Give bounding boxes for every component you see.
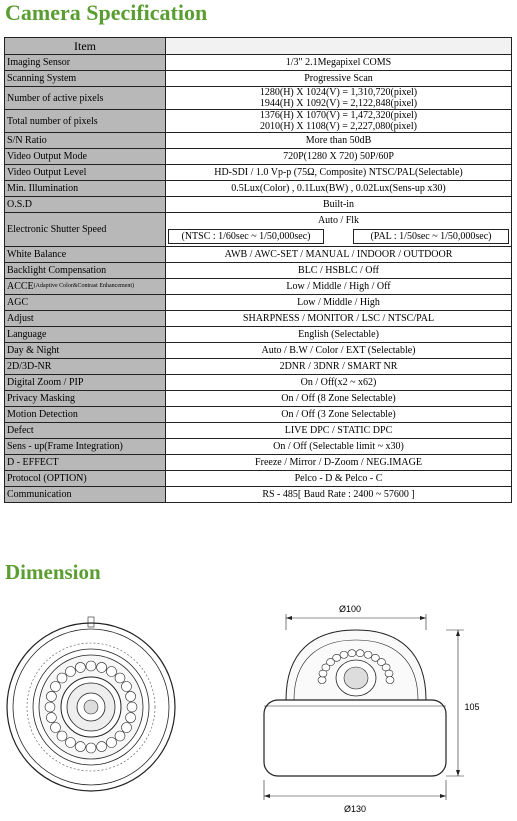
table-row (5, 133, 512, 149)
row-label-text: Scanning System (7, 73, 77, 84)
table-row (5, 439, 512, 455)
row-value (166, 87, 512, 110)
header-item: Item (5, 38, 166, 55)
row-label (5, 359, 166, 375)
row-label-text: White Balance (7, 249, 67, 260)
ir-led-icon (50, 682, 60, 692)
row-label-text: Protocol (OPTION) (7, 473, 87, 484)
row-label (5, 149, 166, 165)
row-label (5, 423, 166, 439)
row-label (5, 455, 166, 471)
row-value: 0.5Lux(Color) , 0.1Lux(BW) , 0.02Lux(Sens-up x30) (166, 181, 512, 197)
ir-led-icon (386, 677, 394, 684)
table-row (5, 181, 512, 197)
ir-led-icon (45, 702, 55, 712)
table-row (5, 471, 512, 487)
row-label (5, 197, 166, 213)
table-row (5, 343, 512, 359)
row-label-text: Sens - up(Frame Integration) (7, 441, 123, 452)
table-row (5, 279, 512, 295)
row-label (5, 247, 166, 263)
row-label (5, 181, 166, 197)
ir-led-icon (107, 666, 117, 676)
dimension-title: Dimension (5, 560, 101, 584)
row-value: Auto / B.W / Color / EXT (Selectable) (166, 343, 512, 359)
table-row (5, 87, 512, 110)
shutter-ntsc-box: (NTSC : 1/60sec ~ 1/50,000sec) (168, 229, 324, 244)
row-label (5, 487, 166, 503)
row-value-line: 1376(H) X 1070(V) = 1,472,320(pixel) (259, 110, 418, 121)
dim-bottom-width: Ø130 (343, 804, 367, 814)
ir-led-icon (122, 682, 132, 692)
ir-led-icon (348, 650, 356, 657)
table-row (5, 487, 512, 503)
row-label-text: Digital Zoom / PIP (7, 377, 84, 388)
row-label-text: Total number of pixels (7, 115, 98, 127)
table-row (5, 295, 512, 311)
table-row (5, 423, 512, 439)
row-label (5, 439, 166, 455)
row-label (5, 279, 166, 295)
ir-led-icon (57, 673, 67, 683)
table-row (5, 110, 512, 133)
row-value: Built-in (166, 197, 512, 213)
row-label-text: ACCE (7, 281, 34, 292)
ir-led-icon (126, 691, 136, 701)
row-label (5, 133, 166, 149)
row-value: 1/3" 2.1Megapixel COMS (166, 55, 512, 71)
table-row (5, 327, 512, 343)
row-label-text: 2D/3D-NR (7, 361, 52, 372)
row-value: LIVE DPC / STATIC DPC (166, 423, 512, 439)
row-label (5, 87, 166, 110)
row-value-line: 1944(H) X 1092(V) = 2,122,848(pixel) (259, 98, 418, 109)
ir-led-icon (127, 702, 137, 712)
ir-led-icon (364, 651, 372, 658)
row-label-text: Min. Illumination (7, 183, 79, 194)
table-row (5, 55, 512, 71)
row-value: Pelco - D & Pelco - C (166, 471, 512, 487)
row-label-text: Day & Night (7, 345, 60, 356)
row-label (5, 165, 166, 181)
row-label-text: Communication (7, 489, 72, 500)
ir-led-icon (126, 713, 136, 723)
row-value (166, 213, 512, 247)
row-label (5, 343, 166, 359)
row-label (5, 327, 166, 343)
row-value: Freeze / Mirror / D-Zoom / NEG.IMAGE (166, 455, 512, 471)
row-label (5, 263, 166, 279)
spec-title: Camera Specification (5, 0, 208, 25)
table-row (5, 263, 512, 279)
row-label (5, 55, 166, 71)
dim-top-width: Ø100 (338, 604, 362, 614)
row-value: Progressive Scan (166, 71, 512, 87)
row-label-text: D - EFFECT (7, 457, 59, 468)
table-row (5, 375, 512, 391)
row-value: HD-SDI / 1.0 Vp-p (75Ω, Composite) NTSC/PAL(Selectable) (166, 165, 512, 181)
row-value: On / Off (3 Zone Selectable) (166, 407, 512, 423)
ir-led-icon (75, 742, 85, 752)
row-label (5, 407, 166, 423)
row-value: On / Off(x2 ~ x62) (166, 375, 512, 391)
table-row (5, 455, 512, 471)
ir-led-icon (50, 723, 60, 733)
row-label (5, 375, 166, 391)
header-blank (166, 38, 512, 55)
table-row (5, 165, 512, 181)
spec-table (4, 37, 512, 503)
row-label (5, 295, 166, 311)
row-label (5, 471, 166, 487)
row-value-line: 2010(H) X 1108(V) = 2,227,080(pixel) (260, 121, 417, 132)
row-label-text: Motion Detection (7, 409, 78, 420)
row-label-text: O.S.D (7, 199, 33, 210)
ir-led-icon (97, 742, 107, 752)
ir-led-icon (333, 654, 341, 661)
row-label-text: Adjust (7, 313, 34, 324)
row-label-text: S/N Ratio (7, 135, 47, 146)
table-row (5, 311, 512, 327)
table-header-row (5, 38, 512, 55)
ir-led-icon (57, 731, 67, 741)
row-label-text: Number of active pixels (7, 92, 104, 104)
row-label-text: Video Output Level (7, 167, 87, 178)
shutter-pal-box: (PAL : 1/50sec ~ 1/50,000sec) (353, 229, 509, 244)
ir-led-icon (356, 650, 364, 657)
row-value: More than 50dB (166, 133, 512, 149)
table-row (5, 247, 512, 263)
table-row (5, 359, 512, 375)
row-value: Low / Middle / High (166, 295, 512, 311)
ir-led-icon (46, 713, 56, 723)
table-row (5, 407, 512, 423)
table-row (5, 71, 512, 87)
row-label-text: Video Output Mode (7, 151, 87, 162)
row-label-text: Electronic Shutter Speed (7, 224, 107, 235)
ir-led-icon (318, 677, 326, 684)
row-label-text: Language (7, 329, 47, 340)
ir-led-icon (115, 731, 125, 741)
ir-led-icon (340, 651, 348, 658)
row-label-sub: (Adaptive Color&Contrast Enhancement) (33, 283, 134, 289)
dim-height: 105 (464, 702, 480, 712)
ir-led-icon (122, 723, 132, 733)
row-value: BLC / HSBLC / Off (166, 263, 512, 279)
ir-led-icon (107, 738, 117, 748)
row-value: English (Selectable) (166, 327, 512, 343)
table-row (5, 197, 512, 213)
ir-led-icon (86, 743, 96, 753)
row-value: On / Off (Selectable limit ~ x30) (166, 439, 512, 455)
table-row (5, 391, 512, 407)
row-value: AWB / AWC-SET / MANUAL / INDOOR / OUTDOOR (166, 247, 512, 263)
ir-led-icon (86, 661, 96, 671)
row-label (5, 71, 166, 87)
row-label (5, 311, 166, 327)
ir-led-icon (115, 673, 125, 683)
row-value: RS - 485[ Baud Rate : 2400 ~ 57600 ] (166, 487, 512, 503)
row-label-text: Backlight Compensation (7, 265, 107, 276)
row-value: SHARPNESS / MONITOR / LSC / NTSC/PAL (166, 311, 512, 327)
ir-led-icon (66, 738, 76, 748)
row-value: 720P(1280 X 720) 50P/60P (166, 149, 512, 165)
row-label (5, 110, 166, 133)
shutter-auto-text: Auto / Flk (317, 215, 360, 226)
row-label-text: Defect (7, 425, 34, 436)
row-value: Low / Middle / High / Off (166, 279, 512, 295)
front-view-drawing (4, 612, 179, 802)
row-label (5, 213, 166, 247)
row-label-text: Privacy Masking (7, 393, 76, 404)
ir-led-icon (75, 662, 85, 672)
row-value: 2DNR / 3DNR / SMART NR (166, 359, 512, 375)
table-row (5, 213, 512, 247)
side-view-drawing (258, 600, 498, 815)
ir-led-icon (385, 670, 393, 677)
row-label-text: Imaging Sensor (7, 57, 71, 68)
ir-led-icon (66, 666, 76, 676)
row-value: On / Off (8 Zone Selectable) (166, 391, 512, 407)
ir-led-icon (46, 691, 56, 701)
table-row (5, 149, 512, 165)
row-label-text: AGC (7, 297, 29, 308)
row-value-line: 1280(H) X 1024(V) = 1,310,720(pixel) (259, 87, 418, 98)
row-value (166, 110, 512, 133)
ir-led-icon (97, 662, 107, 672)
row-label (5, 391, 166, 407)
